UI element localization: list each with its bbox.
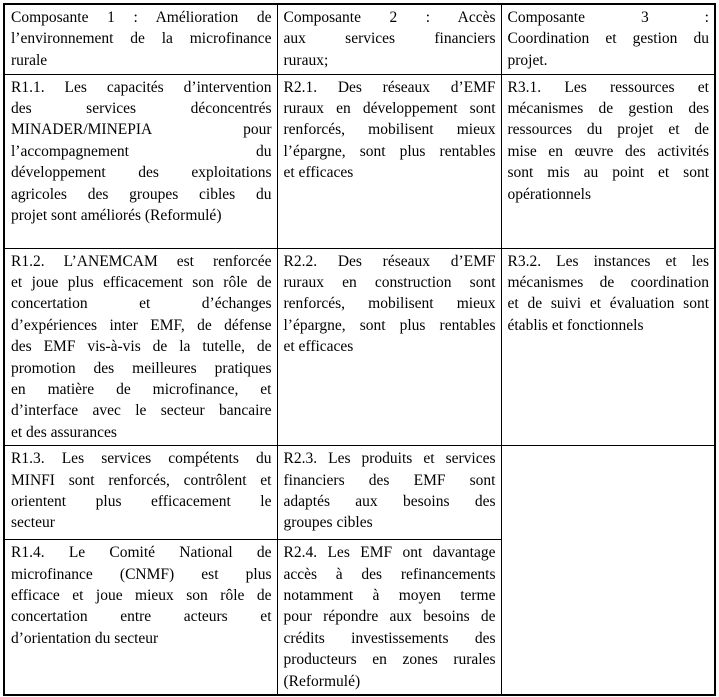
- text-line: d’expériences inter EMF, de défense: [11, 316, 272, 334]
- text-line: R1.4. Le Comité National de: [11, 544, 272, 562]
- text-line: producteurs en zones rurales: [283, 651, 496, 669]
- text-line: renforcés, mobilisent mieux: [283, 295, 496, 313]
- text-line: d’interface avec le secteur bancaire: [11, 402, 272, 420]
- text-line: R3.2. Les instances et les: [507, 252, 709, 270]
- text-line: opérationnels: [507, 185, 592, 203]
- header-row: [4, 4, 715, 74]
- text-line: groupes cibles: [283, 514, 373, 532]
- cell-r1-1: [4, 74, 277, 248]
- cell-r3-2: [501, 248, 715, 446]
- text-line: notamment à moyen terme: [283, 586, 496, 604]
- text-line: mécanismes de coordination: [507, 273, 709, 291]
- text-line: agricoles des groupes cibles du: [11, 185, 272, 203]
- cell-empty-merged: [501, 446, 715, 695]
- cell-r1-3: [4, 446, 277, 540]
- cell-r2-3: [277, 446, 501, 540]
- text-line: en matière de microfinance, et: [11, 380, 272, 398]
- text-line: mécanismes de gestion des: [507, 99, 709, 117]
- text-line: aux services financiers: [283, 30, 496, 48]
- cell-r2-1: [277, 74, 501, 248]
- text-line: l’environnement de la microfinance: [11, 30, 272, 48]
- text-line: et de suivi et évaluation sont: [507, 295, 709, 313]
- cell-r3-1: [501, 74, 715, 248]
- cell-r1-2: [4, 248, 277, 446]
- text-line: projet sont améliorés (Reformulé): [11, 206, 222, 224]
- text-line: projet.: [507, 51, 548, 69]
- text-line: accès à des refinancements: [283, 565, 496, 583]
- text-line: ressources du projet et de: [507, 121, 709, 139]
- text-line: promotion des meilleures pratiques: [11, 359, 272, 377]
- text-line: ruraux;: [283, 51, 329, 69]
- logframe-table: [3, 3, 716, 696]
- cell-header-composante-3: [501, 4, 715, 74]
- text-line: développement des exploitations: [11, 164, 272, 182]
- text-line: financiers des EMF sont: [283, 471, 496, 489]
- text-line: (Reformulé): [283, 672, 361, 690]
- text-line: sont mis au point et sont: [507, 164, 709, 182]
- text-line: et efficaces: [283, 338, 354, 356]
- text-line: rurale: [11, 51, 48, 69]
- cell-r2-2: [277, 248, 501, 446]
- text-line: Composante 3 :: [507, 9, 709, 26]
- text-line: Composante 1 : Amélioration de: [11, 9, 272, 26]
- text-line: concertation entre acteurs et: [11, 608, 272, 626]
- text-line: concertation et d’échanges: [11, 295, 272, 313]
- text-line: MINADER/MINEPIA pour: [11, 121, 272, 139]
- text-line: des services déconcentrés: [11, 99, 272, 117]
- text-line: et joue plus efficacement son rôle de: [11, 273, 272, 291]
- text-line: R2.3. Les produits et services: [283, 450, 496, 468]
- text-line: R1.1. Les capacités d’intervention: [11, 78, 272, 96]
- text-line: adaptés aux besoins des: [283, 492, 496, 510]
- cell-r2-4: [277, 540, 501, 695]
- text-line: R2.2. Des réseaux d’EMF: [283, 252, 496, 270]
- text-line: l’épargne, sont plus rentables: [283, 316, 496, 334]
- cell-header-composante-1: [4, 4, 277, 74]
- text-line: ruraux en développement sont: [283, 99, 496, 117]
- text-line: Coordination et gestion du: [507, 30, 709, 48]
- text-line: R3.1. Les ressources et: [507, 78, 709, 96]
- text-line: ruraux en construction sont: [283, 273, 496, 291]
- text-line: mise en œuvre des activités: [507, 142, 709, 160]
- table-row: [4, 446, 715, 540]
- table-row: [4, 248, 715, 446]
- text-line: d’orientation du secteur: [11, 629, 159, 647]
- cell-r1-4: [4, 540, 277, 695]
- text-line: établis et fonctionnels: [507, 316, 644, 334]
- text-line: l’accompagnement du: [11, 142, 272, 160]
- table-row: [4, 74, 715, 248]
- text-line: microfinance (CNMF) est plus: [11, 565, 272, 583]
- text-line: R2.1. Des réseaux d’EMF: [283, 78, 496, 96]
- text-line: R2.4. Les EMF ont davantage: [283, 544, 496, 562]
- text-line: des EMF vis-à-vis de la tutelle, de: [11, 338, 272, 356]
- text-line: l’épargne, sont plus rentables: [283, 142, 496, 160]
- text-line: et des assurances: [11, 423, 117, 441]
- text-line: crédits investissements des: [283, 629, 496, 647]
- text-line: renforcés, mobilisent mieux: [283, 121, 496, 139]
- text-line: R1.2. L’ANEMCAM est renforcée: [11, 252, 272, 270]
- text-line: efficace et joue mieux son rôle de: [11, 586, 272, 604]
- text-line: Composante 2 : Accès: [283, 9, 496, 26]
- cell-header-composante-2: [277, 4, 501, 74]
- text-line: et efficaces: [283, 164, 354, 182]
- text-line: orientent plus efficacement le: [11, 492, 272, 510]
- text-line: MINFI sont renforcés, contrôlent et: [11, 471, 272, 489]
- text-line: pour répondre aux besoins de: [283, 608, 496, 626]
- text-line: secteur: [11, 514, 55, 532]
- text-line: R1.3. Les services compétents du: [11, 450, 272, 468]
